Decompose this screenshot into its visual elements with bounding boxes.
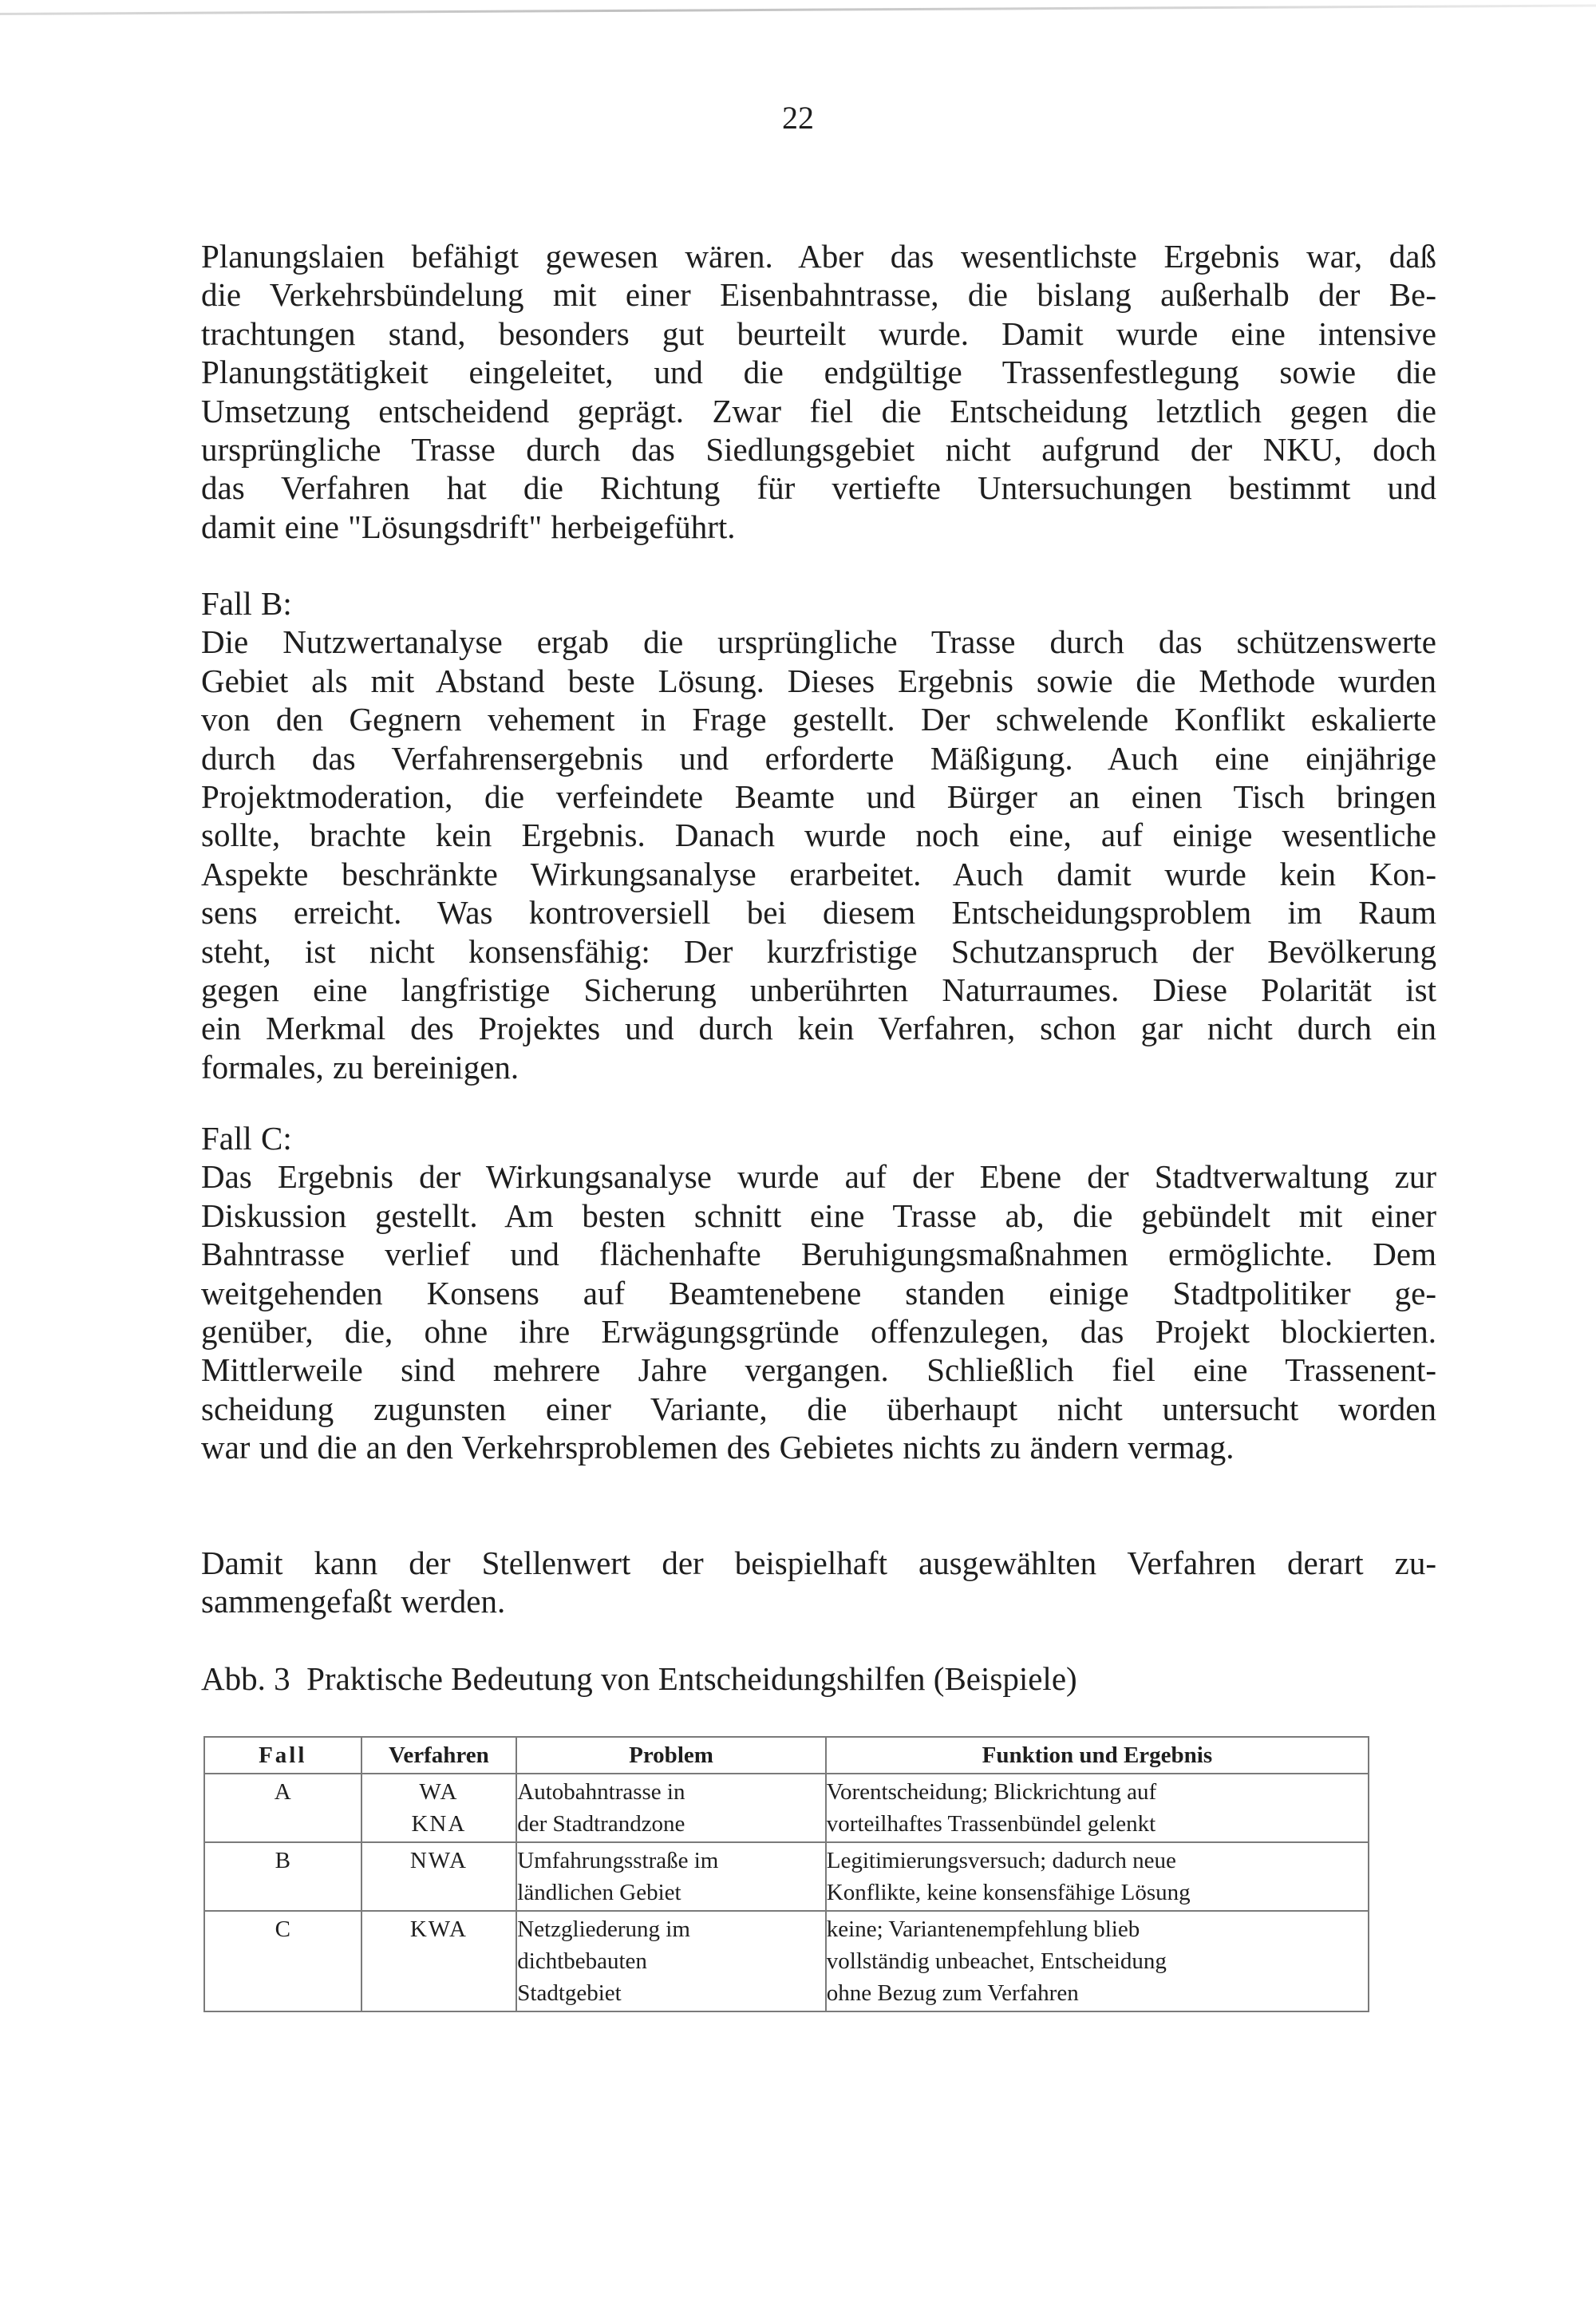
text-line: Damit kann der Stellenwert der beispielhaft ausgewählten Verfahren derart zu- <box>201 1545 1436 1581</box>
header-fall: Fall <box>204 1737 361 1774</box>
text-line: Planungslaien befähigt gewesen wären. Aber das wesentlichste Ergebnis war, daß <box>201 238 1436 275</box>
text-line: ein Merkmal des Projektes und durch kein Verfahren, schon gar nicht durch ein <box>201 1010 1436 1047</box>
cell-funktion <box>826 1911 1369 2011</box>
text-line: gegen eine langfristige Sicherung unberührten Naturraumes. Diese Polarität ist <box>201 971 1436 1008</box>
text-line: Planungstätigkeit eingeleitet, und die endgültige Trassenfestlegung sowie die <box>201 354 1436 391</box>
text-line: damit eine "Lösungsdrift" herbeigeführt. <box>201 508 736 545</box>
cell-line: ländlichen Gebiet <box>517 1880 681 1905</box>
cell-line: der Stadtrandzone <box>517 1811 685 1837</box>
cell-line: KNA <box>411 1811 467 1837</box>
cell-line: vorteilhaftes Trassenbündel gelenkt <box>826 1811 1156 1837</box>
text-line: durch das Verfahrensergebnis und erforderte Mäßigung. Auch eine einjährige <box>201 739 1436 777</box>
text-line: das Verfahren hat die Richtung für vertiefte Untersuchungen bestimmt und <box>201 469 1436 507</box>
header-funktion: Funktion und Ergebnis <box>826 1737 1369 1774</box>
text-line: sollte, brachte kein Ergebnis. Danach wurde noch eine, auf einige wesentliche <box>201 817 1436 854</box>
fall-b-heading: Fall B: <box>201 585 292 622</box>
cell-verfahren <box>361 1842 517 1911</box>
cell-line: KWA <box>409 1916 468 1942</box>
text-line: die Verkehrsbündelung mit einer Eisenbahntrasse, die bislang außerhalb der Be- <box>201 276 1436 314</box>
cell-verfahren <box>361 1774 517 1842</box>
text-line: scheidung zugunsten einer Variante, die überhaupt nicht untersucht worden <box>201 1390 1436 1427</box>
cell-line: Stadtgebiet <box>517 1980 622 2006</box>
cell-problem <box>516 1842 826 1911</box>
cell-line: keine; Variantenempfehlung blieb <box>826 1916 1140 1942</box>
paragraph-intro <box>201 237 1436 546</box>
paragraph-fall-c <box>201 1157 1436 1466</box>
table-header-row <box>204 1737 1369 1774</box>
text-line: sens erreicht. Was kontroversiell bei diesem Entscheidungsproblem im Raum <box>201 894 1436 931</box>
table-row <box>204 1842 1369 1911</box>
text-line: Bahntrasse verlief und flächenhafte Beruhigungsmaßnahmen ermöglichte. Dem <box>201 1236 1436 1273</box>
text-line: trachtungen stand, besonders gut beurteilt wurde. Damit wurde eine intensive <box>201 314 1436 352</box>
text-line: ursprüngliche Trasse durch das Siedlungsgebiet nicht aufgrund der NKU, doch <box>201 430 1436 468</box>
text-line: formales, zu bereinigen. <box>201 1048 519 1086</box>
cell-line: WA <box>419 1779 459 1805</box>
fall-c-section <box>201 1119 1436 1467</box>
text-line: von den Gegnern vehement in Frage gestellt. Der schwelende Konflikt eskalierte <box>201 701 1436 738</box>
cell-verfahren <box>361 1911 517 2011</box>
decision-aids-table <box>203 1736 1369 2012</box>
text-line: Diskussion gestellt. Am besten schnitt eine Trasse ab, die gebündelt mit einer <box>201 1197 1436 1234</box>
text-line: steht, ist nicht konsensfähig: Der kurzfristige Schutzanspruch der Bevölkerung <box>201 932 1436 970</box>
cell-line: Netzgliederung im <box>517 1916 690 1942</box>
fall-c-heading: Fall C: <box>201 1120 292 1157</box>
cell-line: ohne Bezug zum Verfahren <box>826 1980 1079 2006</box>
text-line: Projektmoderation, die verfeindete Beamte und Bürger an einen Tisch bringen <box>201 777 1436 815</box>
cell-line: dichtbebauten <box>517 1948 647 1974</box>
paragraph-fall-b <box>201 623 1436 1086</box>
cell-problem <box>516 1774 826 1842</box>
page-number: 22 <box>782 100 814 136</box>
text-line: sammengefaßt werden. <box>201 1583 506 1620</box>
text-line: war und die an den Verkehrsproblemen des Gebietes nichts zu ändern vermag. <box>201 1429 1235 1466</box>
cell-line: Legitimierungsversuch; dadurch neue <box>826 1848 1176 1873</box>
text-line: Die Nutzwertanalyse ergab die ursprüngliche Trasse durch das schützenswerte <box>201 623 1436 661</box>
cell-line: Autobahntrasse in <box>517 1779 685 1805</box>
header-problem: Problem <box>516 1737 826 1774</box>
cell-funktion <box>826 1842 1369 1911</box>
cell-line: Konflikte, keine konsensfähige Lösung <box>826 1880 1191 1905</box>
header-verfahren: Verfahren <box>361 1737 517 1774</box>
text-line: Umsetzung entscheidend geprägt. Zwar fiel die Entscheidung letztlich gegen die <box>201 392 1436 429</box>
cell-line: Umfahrungsstraße im <box>517 1848 719 1873</box>
text-line: Aspekte beschränkte Wirkungsanalyse erarbeitet. Auch damit wurde kein Kon- <box>201 855 1436 892</box>
cell-line: Vorentscheidung; Blickrichtung auf <box>826 1779 1157 1805</box>
table-row <box>204 1911 1369 2011</box>
text-line: Gebiet als mit Abstand beste Lösung. Dieses Ergebnis sowie die Methode wurden <box>201 662 1436 699</box>
cell-funktion <box>826 1774 1369 1842</box>
text-line: Das Ergebnis der Wirkungsanalyse wurde auf der Ebene der Stadtverwaltung zur <box>201 1158 1436 1196</box>
text-line: Mittlerweile sind mehrere Jahre vergangen. Schließlich fiel eine Trassenent- <box>201 1351 1436 1389</box>
figure-caption: Abb. 3 Praktische Bedeutung von Entscheidungshilfen (Beispiele) <box>201 1660 1077 1697</box>
cell-fall: A <box>204 1774 361 1842</box>
cell-line: vollständig unbeachet, Entscheidung <box>826 1948 1167 1974</box>
cell-fall: C <box>204 1911 361 2011</box>
table-row <box>204 1774 1369 1842</box>
scan-edge-line <box>0 5 1596 15</box>
text-line: weitgehenden Konsens auf Beamtenebene standen einige Stadtpolitiker ge- <box>201 1274 1436 1311</box>
fall-b-section <box>201 584 1436 1086</box>
cell-fall: B <box>204 1842 361 1911</box>
cell-problem <box>516 1911 826 2011</box>
cell-line: NWA <box>409 1848 468 1873</box>
text-line: genüber, die, ohne ihre Erwägungsgründe offenzulegen, das Projekt blockierten. <box>201 1312 1436 1350</box>
paragraph-summary <box>201 1544 1436 1621</box>
